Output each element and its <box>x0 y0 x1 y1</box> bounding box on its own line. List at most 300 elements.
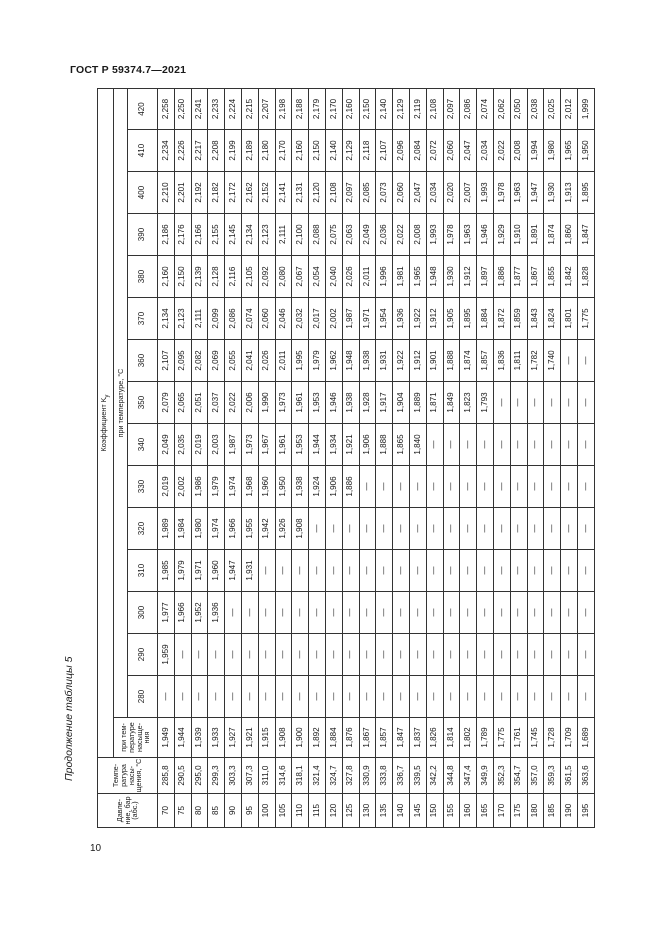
cell-coefficient: — <box>493 466 510 508</box>
cell-coefficient: 1,963 <box>510 172 527 214</box>
cell-saturation-temperature: 347,4 <box>460 758 477 794</box>
cell-coefficient: — <box>426 466 443 508</box>
header-pressure: Давле-ние, бар (абс.) <box>98 794 158 828</box>
table-row <box>325 89 342 828</box>
cell-coefficient: 2,017 <box>309 298 326 340</box>
cell-coefficient: — <box>426 634 443 676</box>
cell-coefficient: 1,966 <box>174 592 191 634</box>
cell-coefficient: — <box>544 424 561 466</box>
cell-coefficient: 1,978 <box>493 172 510 214</box>
cell-coefficient: — <box>561 592 578 634</box>
cell-coefficient: — <box>477 634 494 676</box>
cell-saturation-temperature: 311,0 <box>258 758 275 794</box>
cell-coefficient: 2,145 <box>225 214 242 256</box>
cell-coefficient: 1,929 <box>493 214 510 256</box>
cell-coefficient: — <box>577 634 594 676</box>
cell-coefficient: 2,129 <box>393 89 410 130</box>
cell-coefficient: 1,924 <box>309 466 326 508</box>
cell-coefficient: 1,855 <box>544 256 561 298</box>
cell-coefficient: 2,035 <box>174 424 191 466</box>
cell-coefficient: 2,085 <box>359 172 376 214</box>
cell-coefficient: 2,097 <box>443 89 460 130</box>
cell-coefficient: 1,960 <box>258 466 275 508</box>
cell-pressure: 155 <box>443 794 460 828</box>
cell-coefficient: — <box>325 508 342 550</box>
cell-coef-at-saturation: 1,728 <box>544 718 561 758</box>
cell-coefficient: 2,079 <box>158 382 175 424</box>
cell-coefficient: 1,981 <box>393 256 410 298</box>
cell-coefficient: — <box>376 508 393 550</box>
cell-coefficient: 1,960 <box>208 550 225 592</box>
cell-coefficient: 1,953 <box>309 382 326 424</box>
cell-coefficient: 2,002 <box>325 298 342 340</box>
cell-coefficient: 2,150 <box>309 130 326 172</box>
cell-coefficient: — <box>292 676 309 718</box>
cell-coefficient: — <box>174 676 191 718</box>
cell-coefficient: 2,134 <box>241 214 258 256</box>
cell-coefficient: — <box>158 676 175 718</box>
cell-pressure: 130 <box>359 794 376 828</box>
table-row <box>561 89 578 828</box>
header-temperature-340: 340 <box>128 424 158 466</box>
cell-coef-at-saturation: 1,814 <box>443 718 460 758</box>
cell-coefficient: 2,108 <box>325 172 342 214</box>
cell-coefficient: 2,055 <box>225 340 242 382</box>
cell-coefficient: 1,973 <box>275 382 292 424</box>
cell-coefficient: 1,987 <box>225 424 242 466</box>
cell-coefficient: — <box>577 592 594 634</box>
cell-coefficient: 1,917 <box>376 382 393 424</box>
cell-coefficient: 2,063 <box>342 214 359 256</box>
cell-coefficient: — <box>561 676 578 718</box>
cell-coef-at-saturation: 1,915 <box>258 718 275 758</box>
cell-coef-at-saturation: 1,789 <box>477 718 494 758</box>
cell-coefficient: 1,993 <box>477 172 494 214</box>
cell-coefficient: 1,995 <box>292 340 309 382</box>
header-temperature-390: 390 <box>128 214 158 256</box>
cell-coefficient: 1,847 <box>577 214 594 256</box>
cell-coefficient: — <box>393 634 410 676</box>
cell-coefficient: 1,930 <box>544 172 561 214</box>
cell-coefficient: 1,965 <box>561 130 578 172</box>
cell-pressure: 175 <box>510 794 527 828</box>
cell-saturation-temperature: 330,9 <box>359 758 376 794</box>
cell-coefficient: — <box>393 508 410 550</box>
cell-coefficient: 2,007 <box>460 172 477 214</box>
cell-coefficient: 1,895 <box>577 172 594 214</box>
cell-coefficient: — <box>342 676 359 718</box>
cell-coefficient: 2,189 <box>241 130 258 172</box>
cell-coefficient: — <box>493 592 510 634</box>
cell-coefficient: 2,034 <box>477 130 494 172</box>
cell-coefficient: — <box>544 592 561 634</box>
cell-coefficient: — <box>376 550 393 592</box>
cell-coefficient: — <box>409 466 426 508</box>
cell-coef-at-saturation: 1,857 <box>376 718 393 758</box>
cell-pressure: 160 <box>460 794 477 828</box>
cell-saturation-temperature: 349,9 <box>477 758 494 794</box>
cell-coefficient: — <box>493 550 510 592</box>
cell-coefficient: — <box>577 508 594 550</box>
cell-coefficient: 1,984 <box>174 508 191 550</box>
cell-coefficient: — <box>393 550 410 592</box>
cell-coefficient: 1,849 <box>443 382 460 424</box>
cell-coefficient: — <box>241 634 258 676</box>
cell-coefficient: 2,139 <box>191 256 208 298</box>
cell-coefficient: 2,038 <box>527 89 544 130</box>
cell-saturation-temperature: 333,8 <box>376 758 393 794</box>
cell-coefficient: 1,904 <box>393 382 410 424</box>
cell-coefficient: 2,092 <box>258 256 275 298</box>
cell-coefficient: 2,155 <box>208 214 225 256</box>
cell-coef-at-saturation: 1,745 <box>527 718 544 758</box>
cell-coefficient: — <box>174 634 191 676</box>
cell-coefficient: 1,977 <box>158 592 175 634</box>
cell-coefficient: — <box>359 592 376 634</box>
cell-coefficient: — <box>460 466 477 508</box>
table-row <box>510 89 527 828</box>
cell-saturation-temperature: 363,6 <box>577 758 594 794</box>
cell-pressure: 145 <box>409 794 426 828</box>
cell-coefficient: 1,979 <box>309 340 326 382</box>
cell-coefficient: — <box>225 676 242 718</box>
cell-coefficient: 2,100 <box>292 214 309 256</box>
cell-pressure: 75 <box>174 794 191 828</box>
cell-coefficient: — <box>477 424 494 466</box>
cell-coefficient: — <box>561 340 578 382</box>
cell-coefficient: 1,974 <box>208 508 225 550</box>
cell-coefficient: 1,947 <box>527 172 544 214</box>
table-row <box>376 89 393 828</box>
cell-coefficient: — <box>510 508 527 550</box>
cell-coefficient: — <box>409 508 426 550</box>
header-temperature-400: 400 <box>128 172 158 214</box>
cell-coefficient: 1,930 <box>443 256 460 298</box>
cell-coef-at-saturation: 1,927 <box>225 718 242 758</box>
cell-coefficient: 1,906 <box>359 424 376 466</box>
cell-coefficient: 2,120 <box>309 172 326 214</box>
table-row <box>460 89 477 828</box>
cell-coefficient: 2,188 <box>292 89 309 130</box>
cell-coefficient: — <box>208 676 225 718</box>
cell-coefficient: 2,198 <box>275 89 292 130</box>
cell-pressure: 185 <box>544 794 561 828</box>
cell-coefficient: — <box>409 592 426 634</box>
cell-coefficient: 2,012 <box>561 89 578 130</box>
cell-coefficient: 1,877 <box>510 256 527 298</box>
cell-coefficient: — <box>577 676 594 718</box>
header-temperature-380: 380 <box>128 256 158 298</box>
cell-saturation-temperature: 357,0 <box>527 758 544 794</box>
cell-coef-at-saturation: 1,775 <box>493 718 510 758</box>
table-row <box>426 89 443 828</box>
table-row <box>158 89 175 828</box>
cell-coefficient: 1,828 <box>577 256 594 298</box>
cell-coefficient: — <box>493 382 510 424</box>
cell-coefficient: 1,889 <box>409 382 426 424</box>
cell-coefficient: — <box>292 634 309 676</box>
cell-coefficient: 1,980 <box>191 508 208 550</box>
cell-coefficient: — <box>443 550 460 592</box>
cell-coefficient: 1,936 <box>208 592 225 634</box>
cell-coefficient: 2,088 <box>309 214 326 256</box>
cell-coefficient: — <box>510 466 527 508</box>
cell-coefficient: — <box>309 676 326 718</box>
cell-coefficient: — <box>477 550 494 592</box>
cell-coef-at-saturation: 1,900 <box>292 718 309 758</box>
cell-coefficient: 2,065 <box>174 382 191 424</box>
cell-saturation-temperature: 321,4 <box>309 758 326 794</box>
cell-coefficient: 2,176 <box>174 214 191 256</box>
cell-coefficient: — <box>359 466 376 508</box>
cell-coefficient: 1,874 <box>460 340 477 382</box>
cell-coefficient: — <box>577 424 594 466</box>
cell-coef-at-saturation: 1,709 <box>561 718 578 758</box>
cell-coefficient: 2,118 <box>359 130 376 172</box>
table-row <box>393 89 410 828</box>
cell-coefficient: — <box>443 676 460 718</box>
cell-coefficient: 2,226 <box>174 130 191 172</box>
cell-coefficient: 1,922 <box>409 298 426 340</box>
cell-coefficient: — <box>409 676 426 718</box>
cell-coefficient: 1,886 <box>342 466 359 508</box>
cell-coefficient: 2,123 <box>174 298 191 340</box>
cell-coefficient: 1,931 <box>376 340 393 382</box>
cell-coefficient: 2,022 <box>225 382 242 424</box>
table-row <box>208 89 225 828</box>
cell-coefficient: 1,938 <box>292 466 309 508</box>
cell-coefficient: 1,938 <box>342 382 359 424</box>
cell-coefficient: — <box>359 676 376 718</box>
table-row <box>292 89 309 828</box>
cell-coefficient: — <box>393 592 410 634</box>
table-row <box>225 89 242 828</box>
cell-coef-at-saturation: 1,944 <box>174 718 191 758</box>
cell-coefficient: 2,026 <box>342 256 359 298</box>
cell-pressure: 80 <box>191 794 208 828</box>
cell-coefficient: 2,170 <box>325 89 342 130</box>
cell-coefficient: 2,032 <box>292 298 309 340</box>
cell-saturation-temperature: 342,2 <box>426 758 443 794</box>
cell-coefficient: 1,811 <box>510 340 527 382</box>
cell-coefficient: 1,979 <box>174 550 191 592</box>
cell-coefficient: 1,950 <box>577 130 594 172</box>
cell-pressure: 85 <box>208 794 225 828</box>
cell-pressure: 170 <box>493 794 510 828</box>
cell-coefficient: — <box>527 508 544 550</box>
cell-coefficient: 1,897 <box>477 256 494 298</box>
table-row <box>258 89 275 828</box>
cell-coefficient: 2,019 <box>191 424 208 466</box>
cell-coefficient: — <box>477 592 494 634</box>
cell-coefficient: — <box>275 550 292 592</box>
cell-coefficient: 2,160 <box>292 130 309 172</box>
cell-coefficient: — <box>241 676 258 718</box>
cell-pressure: 95 <box>241 794 258 828</box>
cell-coefficient: — <box>426 550 443 592</box>
table-row <box>309 89 326 828</box>
cell-coef-at-saturation: 1,921 <box>241 718 258 758</box>
cell-coefficient: 1,946 <box>325 382 342 424</box>
cell-coefficient: 2,060 <box>393 172 410 214</box>
cell-coefficient: — <box>493 424 510 466</box>
cell-coefficient: — <box>544 382 561 424</box>
cell-coefficient: 1,928 <box>359 382 376 424</box>
cell-coefficient: 2,050 <box>510 89 527 130</box>
header-saturation-temperature: Темпе-ратура насы-щения, °C <box>98 758 158 794</box>
cell-pressure: 165 <box>477 794 494 828</box>
header-temperature-350: 350 <box>128 382 158 424</box>
header-at-temperature: при температуре, °C <box>114 89 128 718</box>
cell-coefficient: 2,084 <box>409 130 426 172</box>
cell-coefficient: 1,961 <box>292 382 309 424</box>
cell-coefficient: 1,895 <box>460 298 477 340</box>
cell-coefficient: 1,980 <box>544 130 561 172</box>
cell-coefficient: — <box>376 634 393 676</box>
cell-coefficient: — <box>342 634 359 676</box>
cell-coefficient: 1,888 <box>376 424 393 466</box>
cell-coefficient: — <box>241 592 258 634</box>
cell-saturation-temperature: 318,1 <box>292 758 309 794</box>
cell-coefficient: 1,950 <box>275 466 292 508</box>
cell-coefficient: 2,182 <box>208 172 225 214</box>
cell-coefficient: 2,022 <box>493 130 510 172</box>
cell-coefficient: — <box>443 508 460 550</box>
cell-coefficient: 1,888 <box>443 340 460 382</box>
cell-coefficient: 1,793 <box>477 382 494 424</box>
cell-coefficient: 1,993 <box>426 214 443 256</box>
table-row <box>493 89 510 828</box>
cell-coef-at-saturation: 1,847 <box>393 718 410 758</box>
cell-coef-at-saturation: 1,892 <box>309 718 326 758</box>
cell-coef-at-saturation: 1,876 <box>342 718 359 758</box>
cell-coefficient: 2,047 <box>409 172 426 214</box>
cell-coefficient: 1,926 <box>275 508 292 550</box>
cell-coefficient: 1,986 <box>191 466 208 508</box>
cell-coefficient: — <box>510 424 527 466</box>
cell-coefficient: — <box>258 676 275 718</box>
cell-coefficient: 1,948 <box>426 256 443 298</box>
cell-coefficient: 2,140 <box>325 130 342 172</box>
table-caption: Продолжение таблицы 5 <box>63 656 75 781</box>
header-coefficient-group <box>98 89 114 758</box>
cell-coefficient: — <box>309 508 326 550</box>
cell-coefficient: — <box>292 592 309 634</box>
cell-coefficient: — <box>577 382 594 424</box>
cell-coefficient: — <box>527 676 544 718</box>
cell-coefficient: — <box>376 676 393 718</box>
cell-saturation-temperature: 359,3 <box>544 758 561 794</box>
cell-coefficient: — <box>191 676 208 718</box>
cell-coefficient: — <box>309 634 326 676</box>
cell-coefficient: 2,041 <box>241 340 258 382</box>
cell-coefficient: — <box>325 634 342 676</box>
table-row <box>443 89 460 828</box>
cell-coefficient: 2,054 <box>309 256 326 298</box>
header-temperature-290: 290 <box>128 634 158 676</box>
cell-saturation-temperature: 339,5 <box>409 758 426 794</box>
cell-coefficient: 1,775 <box>577 298 594 340</box>
cell-coefficient: 1,944 <box>309 424 326 466</box>
cell-pressure: 120 <box>325 794 342 828</box>
cell-coefficient: 2,075 <box>325 214 342 256</box>
cell-coefficient: 1,871 <box>426 382 443 424</box>
cell-coef-at-saturation: 1,689 <box>577 718 594 758</box>
cell-coefficient: 1,874 <box>544 214 561 256</box>
cell-coefficient: — <box>258 550 275 592</box>
cell-coefficient: 2,060 <box>258 298 275 340</box>
cell-coef-at-saturation: 1,884 <box>325 718 342 758</box>
cell-coefficient: — <box>325 550 342 592</box>
cell-coefficient: 1,740 <box>544 340 561 382</box>
cell-coefficient: 2,170 <box>275 130 292 172</box>
cell-coefficient: — <box>393 676 410 718</box>
cell-pressure: 195 <box>577 794 594 828</box>
header-coefficient-subscript: у <box>104 394 111 398</box>
cell-saturation-temperature: 295,0 <box>191 758 208 794</box>
cell-coefficient: 1,840 <box>409 424 426 466</box>
cell-coefficient: 1,968 <box>241 466 258 508</box>
cell-coefficient: 1,966 <box>225 508 242 550</box>
cell-coefficient: — <box>460 634 477 676</box>
cell-coefficient: 2,074 <box>477 89 494 130</box>
cell-coefficient: — <box>191 634 208 676</box>
cell-coefficient: — <box>393 466 410 508</box>
cell-pressure: 70 <box>158 794 175 828</box>
cell-coefficient: 1,836 <box>493 340 510 382</box>
cell-coefficient: — <box>477 508 494 550</box>
cell-coefficient: 1,994 <box>527 130 544 172</box>
cell-coefficient: — <box>527 592 544 634</box>
header-coefficient-label: Коэффициент K <box>99 397 109 452</box>
cell-coefficient: 1,974 <box>225 466 242 508</box>
cell-coefficient: — <box>460 508 477 550</box>
cell-coefficient: — <box>510 634 527 676</box>
cell-coefficient: 1,955 <box>241 508 258 550</box>
cell-coefficient: — <box>460 676 477 718</box>
cell-coefficient: 2,008 <box>409 214 426 256</box>
cell-coefficient: 2,060 <box>443 130 460 172</box>
cell-coefficient: 2,186 <box>158 214 175 256</box>
cell-coefficient: — <box>409 550 426 592</box>
cell-coefficient: — <box>561 508 578 550</box>
cell-coefficient: 1,967 <box>258 424 275 466</box>
coefficient-table <box>97 88 595 828</box>
cell-coefficient: 2,199 <box>225 130 242 172</box>
cell-coefficient: 2,180 <box>258 130 275 172</box>
cell-coefficient: 2,131 <box>292 172 309 214</box>
cell-coefficient: — <box>342 550 359 592</box>
cell-coefficient: — <box>275 592 292 634</box>
cell-coefficient: 2,160 <box>158 256 175 298</box>
cell-coefficient: — <box>544 634 561 676</box>
cell-coefficient: — <box>443 634 460 676</box>
cell-coefficient: 2,003 <box>208 424 225 466</box>
cell-pressure: 90 <box>225 794 242 828</box>
cell-coefficient: 1,948 <box>342 340 359 382</box>
cell-coefficient: 1,985 <box>158 550 175 592</box>
cell-coefficient: 2,233 <box>208 89 225 130</box>
cell-coefficient: 2,026 <box>258 340 275 382</box>
cell-pressure: 140 <box>393 794 410 828</box>
cell-coefficient: 2,008 <box>510 130 527 172</box>
cell-coefficient: — <box>443 592 460 634</box>
cell-coefficient: — <box>460 424 477 466</box>
cell-saturation-temperature: 324,7 <box>325 758 342 794</box>
cell-coefficient: 2,019 <box>158 466 175 508</box>
table-row <box>359 89 376 828</box>
cell-coefficient: 1,908 <box>292 508 309 550</box>
